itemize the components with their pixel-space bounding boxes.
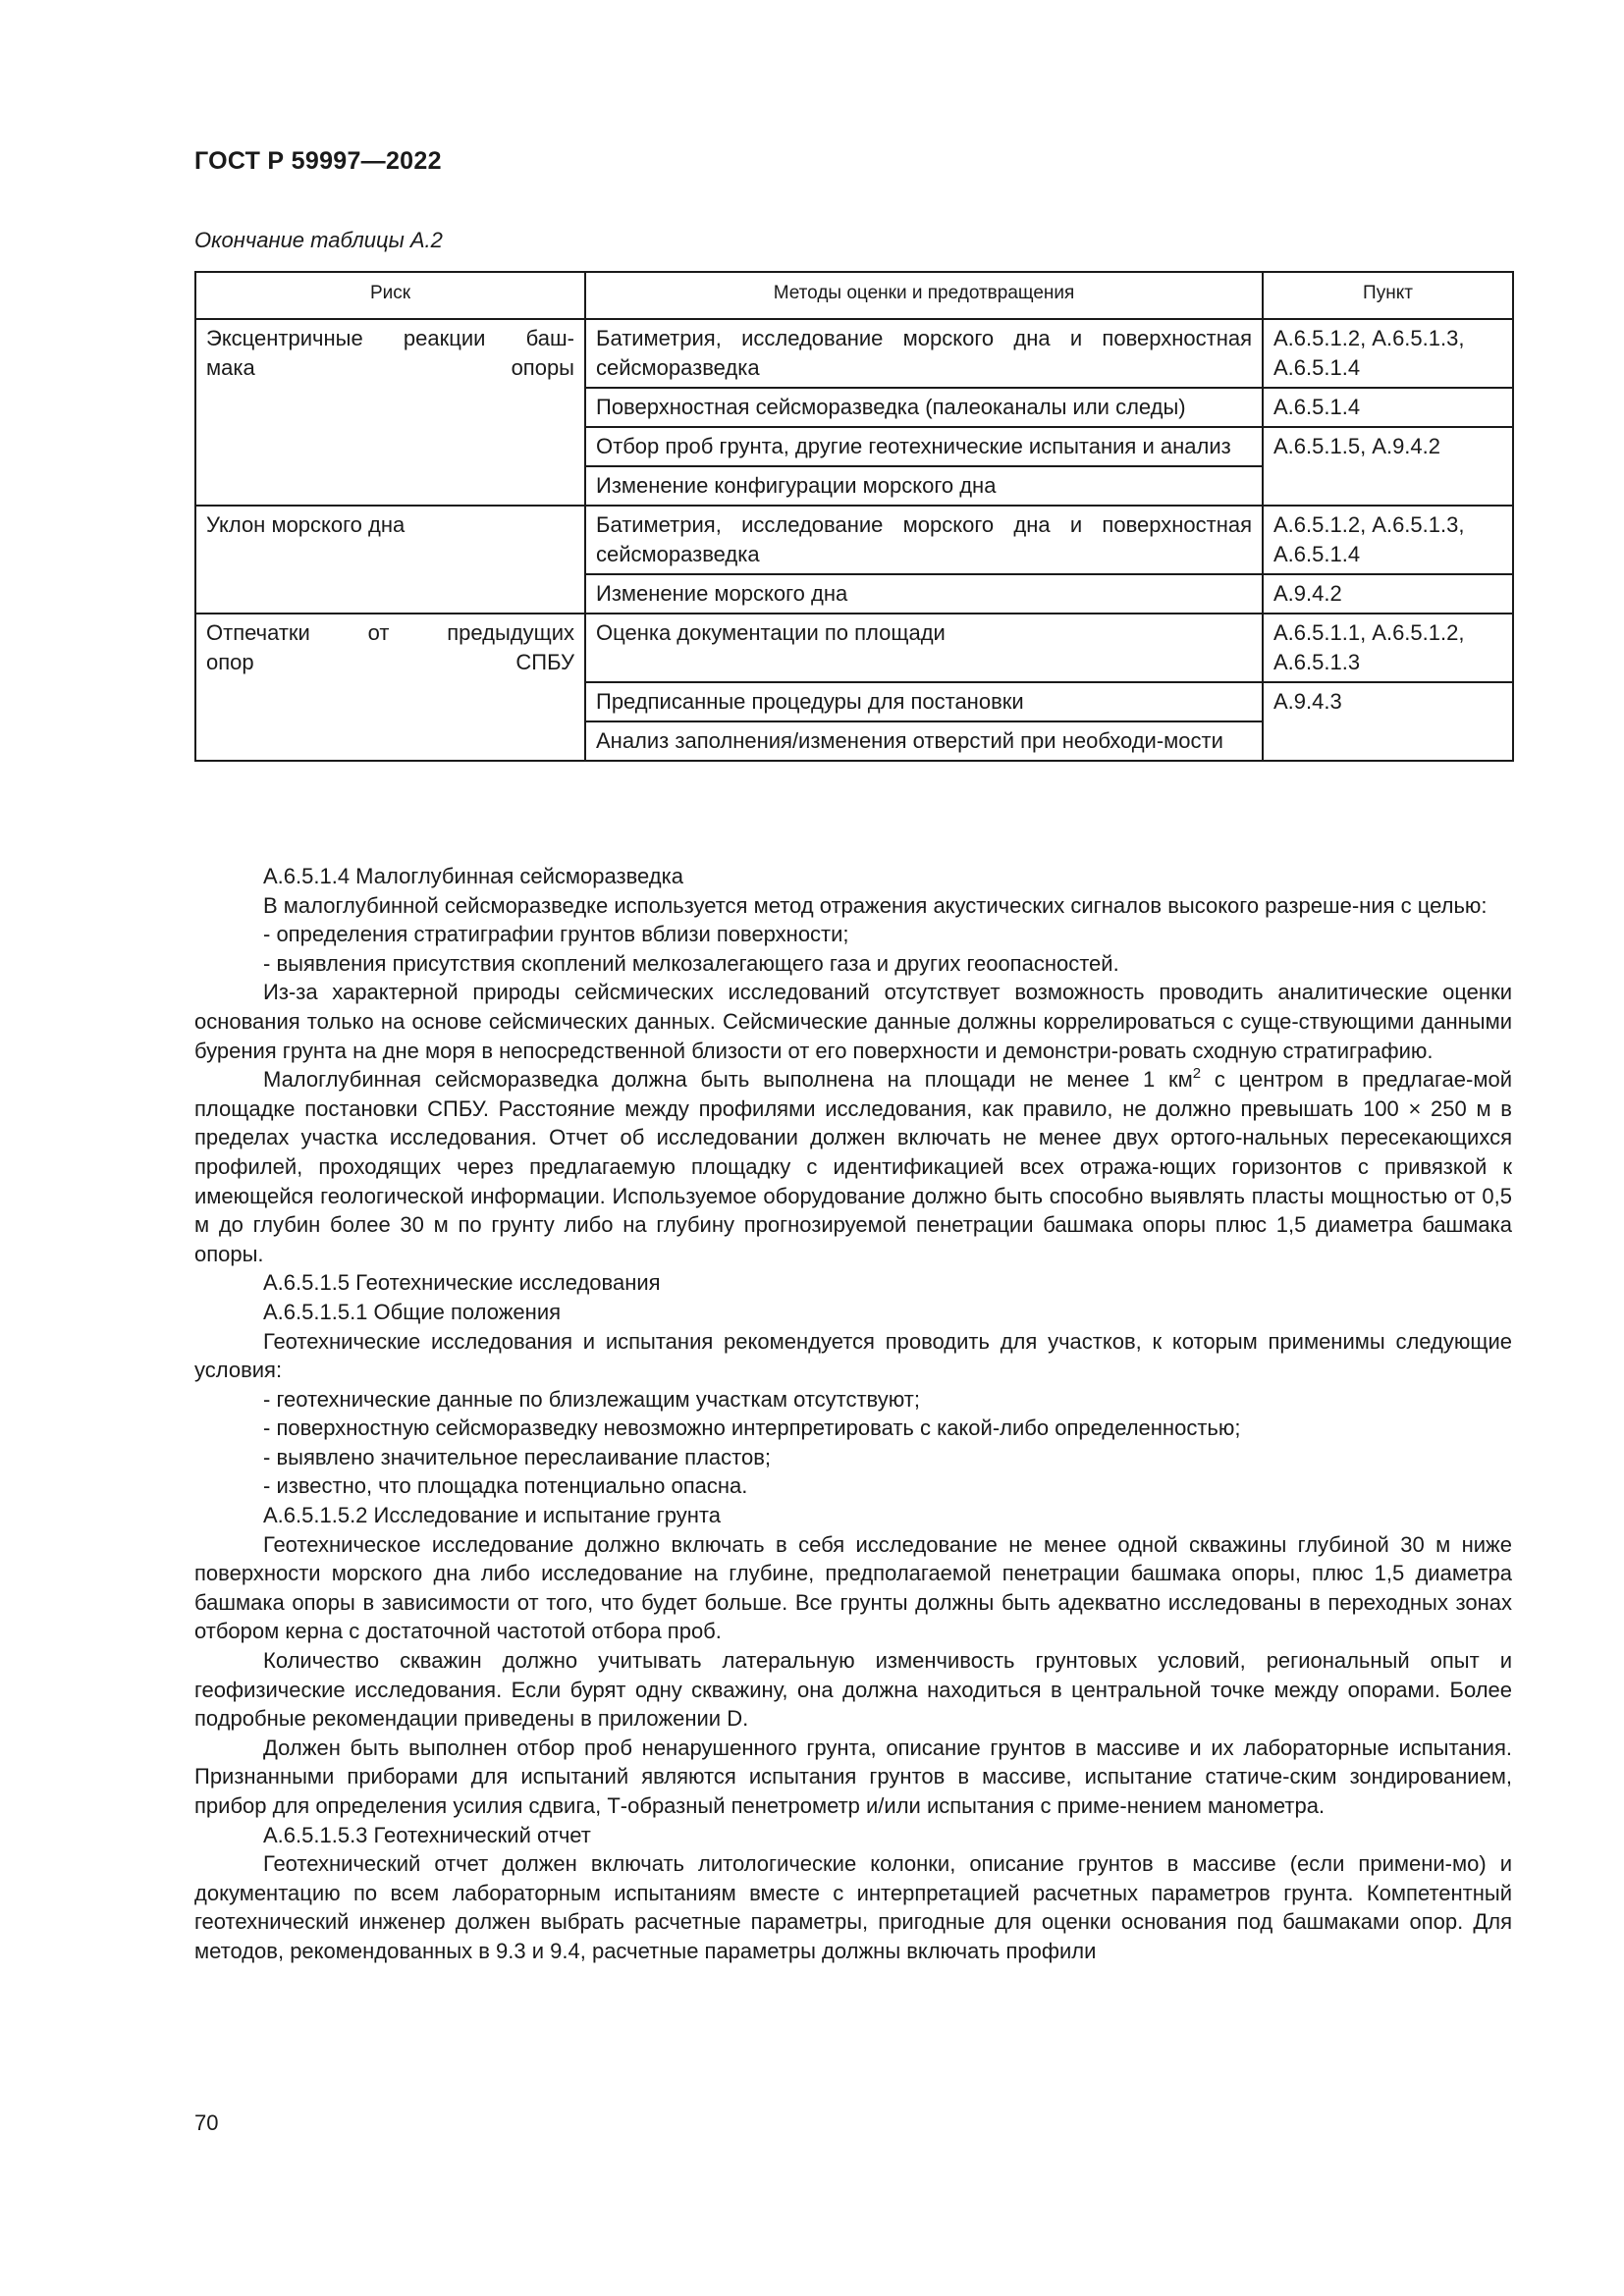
list-item: - выявлено значительное переслаивание пластов; — [263, 1444, 771, 1469]
table-caption: Окончание таблицы А.2 — [194, 228, 443, 252]
paragraph — [194, 1065, 1512, 1268]
list-item: - известно, что площадка потенциально опасна. — [263, 1473, 748, 1499]
paragraph: Геотехнический отчет должен включать литологические колонки, описание грунтов в массиве (если примени-мо) и документацию по всем лабораторным испытаниям вместе с интерпретацией расчетных параметров грунта. Компетентный геотехнический инженер должен выбрать расчетные параметры, пригодные для оценки основания под башмаками опор. Для методов, рекомендованных в 9.3 и 9.4, расчетные параметры должны включать профили — [194, 1851, 1512, 1963]
method-cell: Изменение конфигурации морского дна — [585, 466, 1263, 506]
risk-cell — [195, 614, 585, 761]
clause-cell: А.6.5.1.5, А.9.4.2 — [1263, 427, 1513, 506]
table-row — [195, 506, 1513, 574]
list-item: - поверхностную сейсморазведку невозможно интерпретировать с какой-либо определенностью; — [263, 1415, 1241, 1441]
body-text — [194, 862, 1512, 1966]
table-row — [195, 614, 1513, 682]
risk-cell — [195, 319, 585, 506]
clause-cell: А.6.5.1.4 — [1263, 388, 1513, 427]
clause-cell: А.6.5.1.2, А.6.5.1.3, А.6.5.1.4 — [1263, 506, 1513, 574]
list-item: - выявления присутствия скоплений мелкозалегающего газа и других геоопасностей. — [263, 950, 1119, 976]
superscript: 2 — [1192, 1065, 1202, 1083]
section-heading: А.6.5.1.5 Геотехнические исследования — [263, 1270, 661, 1296]
paragraph: Геотехнические исследования и испытания рекомендуется проводить для участков, к которым применимы следующие условия: — [194, 1328, 1512, 1383]
method-cell: Поверхностная сейсморазведка (палеоканалы или следы) — [585, 388, 1263, 427]
clause-cell: А.9.4.2 — [1263, 574, 1513, 614]
paragraph: Количество скважин должно учитывать латеральную изменчивость грунтовых условий, региональный опыт и геофизические исследования. Если бурят одну скважину, она должна находиться в центральной точке между опорами. Более подробные рекомендации приведены в приложении D. — [194, 1648, 1512, 1732]
clause-cell: А.9.4.3 — [1263, 682, 1513, 761]
section-heading: А.6.5.1.5.2 Исследование и испытание грунта — [263, 1503, 721, 1528]
paragraph: В малоглубинной сейсморазведке используется метод отражения акустических сигналов высокого разреше-ния с целью: — [263, 892, 1488, 918]
paragraph: Геотехническое исследование должно включать в себя исследование не менее одной скважины глубиной 30 м ниже поверхности морского дна либо исследование на глубине, предполагаемой пенетрации башмака опоры, плюс 1,5 диаметра башмака опоры в зависимости от того, что будет больше. Все грунты должны быть адекватно исследованы в переходных зонах отбором керна с достаточной частотой отбора проб. — [194, 1531, 1512, 1644]
list-item: - определения стратиграфии грунтов вблизи поверхности; — [263, 922, 849, 947]
table-header-row — [195, 272, 1513, 319]
section-heading: А.6.5.1.5.3 Геотехнический отчет — [263, 1822, 591, 1847]
paragraph: Из-за характерной природы сейсмических исследований отсутствует возможность проводить аналитические оценки основания только на основе сейсмических данных. Сейсмические данные должны коррелироваться с суще-ствующими данными бурения грунта на дне моря в непосредственной близости от его поверхности и демонстри-ровать сходную стратиграфию. — [194, 980, 1512, 1063]
risk-text: опор СПБУ — [206, 650, 574, 674]
risk-text: Отпечатки от предыдущих — [206, 620, 574, 645]
paragraph: Должен быть выполнен отбор проб ненарушенного грунта, описание грунтов в массиве и их лабораторные испытания. Признанными приборами для испытаний являются испытания грунтов в массиве, испытание статиче-ским зондированием, прибор для определения усилия сдвига, Т-образный пенетрометр и/или испытания с приме-нением манометра. — [194, 1735, 1512, 1818]
paragraph-text: Малоглубинная сейсморазведка должна быть выполнена на площади не менее 1 км — [263, 1067, 1193, 1093]
method-cell: Батиметрия, исследование морского дна и поверхностная сейсморазведка — [585, 319, 1263, 388]
method-cell: Оценка документации по площади — [585, 614, 1263, 682]
column-header-methods: Методы оценки и предотвращения — [585, 272, 1263, 319]
table-row — [195, 319, 1513, 388]
method-cell: Батиметрия, исследование морского дна и поверхностная сейсморазведка — [585, 506, 1263, 574]
method-cell: Предписанные процедуры для постановки — [585, 682, 1263, 721]
method-cell: Анализ заполнения/изменения отверстий при необходи-мости — [585, 721, 1263, 761]
page-number: 70 — [194, 2110, 219, 2135]
risk-text: Эксцентричные реакции баш- — [206, 326, 574, 350]
column-header-clause: Пункт — [1263, 272, 1513, 319]
risk-table-container — [194, 271, 1512, 762]
clause-cell: А.6.5.1.2, А.6.5.1.3, А.6.5.1.4 — [1263, 319, 1513, 388]
risk-table — [194, 271, 1514, 762]
standard-header: ГОСТ Р 59997—2022 — [194, 147, 442, 175]
clause-cell: А.6.5.1.1, А.6.5.1.2, А.6.5.1.3 — [1263, 614, 1513, 682]
section-heading: А.6.5.1.4 Малоглубинная сейсморазведка — [263, 864, 683, 888]
method-cell: Отбор проб грунта, другие геотехнические испытания и анализ — [585, 427, 1263, 466]
paragraph-text: с центром в предлагае-мой площадке постановки СПБУ. Расстояние между профилями исследования, как правило, не должно превышать 100 × 250 м в пределах участка исследования. Отчет об исследовании должен включать не менее двух ортого-нальных пересекающихся профилей, проходящих через предлагаемую площадку с идентификацией всех отража-ющих горизонтов с привязкой к имеющейся геологической информации. Используемое оборудование должно быть способно выявлять пласты мощностью от 0,5 м до глубин более 30 м по грунту либо на глубину прогнозируемой пенетрации башмака опоры плюс 1,5 диаметра башмака опоры. — [194, 1067, 1512, 1266]
risk-cell: Уклон морского дна — [195, 506, 585, 614]
risk-text: мака опоры — [206, 355, 574, 380]
section-heading: А.6.5.1.5.1 Общие положения — [263, 1299, 562, 1324]
list-item: - геотехнические данные по близлежащим участкам отсутствуют; — [263, 1386, 920, 1412]
method-cell: Изменение морского дна — [585, 574, 1263, 614]
column-header-risk: Риск — [195, 272, 585, 319]
